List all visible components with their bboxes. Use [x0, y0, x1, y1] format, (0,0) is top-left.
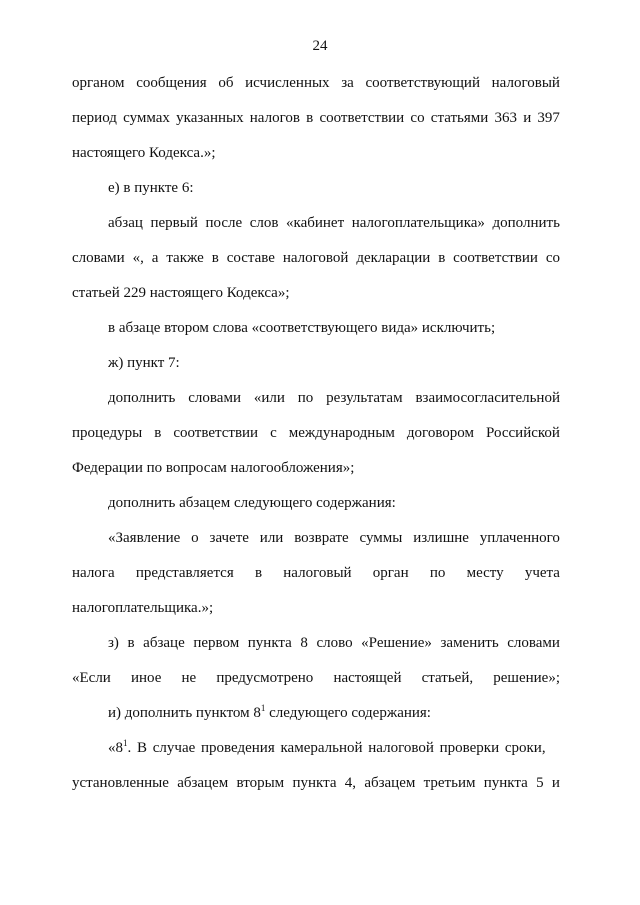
word: настоящей: [333, 670, 402, 686]
text-line: настоящего Кодекса.»;: [72, 145, 216, 161]
word: также: [166, 250, 204, 266]
word: суммах: [123, 110, 170, 126]
word: с: [270, 425, 277, 441]
word: международным: [288, 425, 395, 441]
word: соответствии: [453, 250, 538, 266]
text-line: [72, 248, 560, 268]
word: «Заявление: [108, 530, 181, 546]
text-run: . В случае проведения камеральной налоговой проверки сроки,: [127, 740, 546, 756]
word: договором: [406, 425, 475, 441]
word: абзацем: [177, 775, 229, 791]
word: первом: [193, 635, 240, 651]
word: возврате: [294, 530, 349, 546]
text-line: [72, 773, 560, 793]
text-line: [72, 73, 560, 93]
word: в: [254, 565, 263, 581]
word: дополнить: [492, 215, 560, 231]
text-line: [72, 668, 560, 688]
text-run: следующего содержания:: [269, 705, 431, 721]
page-number: 24: [312, 38, 328, 54]
word: соответствии: [319, 110, 405, 126]
superscript: 1: [123, 738, 128, 748]
word: «Если: [72, 670, 111, 686]
text-line: [108, 738, 560, 758]
word: период: [72, 110, 117, 126]
word: или: [259, 530, 284, 546]
word: заменить: [440, 635, 499, 651]
word: налога: [72, 565, 115, 581]
word: налоговой: [282, 250, 349, 266]
word: по: [297, 390, 314, 406]
word: в: [211, 250, 219, 266]
text-line: е) в пункте 6:: [108, 180, 194, 196]
word: в: [154, 425, 162, 441]
text-line: налогоплательщика.»;: [72, 600, 214, 616]
word: декларации: [356, 250, 431, 266]
word: 397: [537, 110, 560, 126]
word: уплаченного: [479, 530, 560, 546]
word: третьим: [423, 775, 476, 791]
word: з): [108, 635, 119, 651]
text-line: [108, 213, 560, 233]
word: статьями: [430, 110, 489, 126]
word: словами: [507, 635, 560, 651]
word: суммы: [359, 530, 403, 546]
word: решение»;: [493, 670, 560, 686]
word: взаимосогласительной: [415, 390, 560, 406]
word: составе: [226, 250, 275, 266]
superscript: 1: [260, 703, 266, 713]
word: иное: [130, 670, 162, 686]
word: сообщения: [136, 75, 207, 91]
word: со: [545, 250, 560, 266]
word: со: [410, 110, 425, 126]
word: предусмотрено: [216, 670, 314, 686]
word: налогов: [249, 110, 300, 126]
word: пункта: [483, 775, 528, 791]
word: в: [127, 635, 135, 651]
word: 363: [494, 110, 517, 126]
text-line: ж) пункт 7:: [108, 355, 180, 371]
word: слово: [316, 635, 353, 651]
word: зачете: [209, 530, 249, 546]
word: 8: [300, 635, 308, 651]
word: вторым: [236, 775, 285, 791]
word: слов: [249, 215, 279, 231]
word: налогоплательщика»: [351, 215, 485, 231]
word: «кабинет: [286, 215, 345, 231]
word: о: [191, 530, 199, 546]
word: дополнить: [108, 390, 176, 406]
word: а: [151, 250, 159, 266]
word: в: [306, 110, 314, 126]
word: пункта: [292, 775, 337, 791]
text-line: статьей 229 настоящего Кодекса»;: [72, 285, 290, 301]
word: месту: [466, 565, 504, 581]
word: по: [429, 565, 446, 581]
word: излишне: [413, 530, 469, 546]
word: словами: [188, 390, 241, 406]
word: 5: [536, 775, 544, 791]
text-line: дополнить абзацем следующего содержания:: [108, 495, 396, 511]
text-line: [72, 423, 560, 443]
word: результатам: [326, 390, 403, 406]
word: абзаце: [143, 635, 185, 651]
word: процедуры: [72, 425, 143, 441]
word: налоговый: [491, 75, 560, 91]
word: исчисленных: [245, 75, 330, 91]
word: об: [218, 75, 234, 91]
word: органом: [72, 75, 125, 91]
word: представляется: [135, 565, 234, 581]
word: статьей,: [421, 670, 474, 686]
word: указанных: [176, 110, 244, 126]
text-line: [72, 563, 560, 583]
word: в: [438, 250, 446, 266]
word: «Решение»: [361, 635, 432, 651]
text-line: [72, 108, 560, 128]
word: установленные: [72, 775, 169, 791]
text-line: [108, 528, 560, 548]
word: соответствующий: [365, 75, 480, 91]
text-run: и) дополнить пунктом 8: [108, 705, 261, 721]
word: абзацем: [364, 775, 416, 791]
word: после: [205, 215, 243, 231]
word: словами: [72, 250, 125, 266]
text-line: [108, 388, 560, 408]
word: соответствии: [173, 425, 259, 441]
word: «или: [253, 390, 285, 406]
word: «,: [132, 250, 144, 266]
word: и: [523, 110, 532, 126]
word: учета: [524, 565, 560, 581]
word: пункта: [247, 635, 292, 651]
word: за: [341, 75, 354, 91]
word: 4,: [344, 775, 357, 791]
text-line: [108, 633, 560, 653]
word: налоговый: [283, 565, 352, 581]
word: первый: [150, 215, 198, 231]
word: и: [551, 775, 560, 791]
text-line: в абзаце втором слова «соответствующего вида» исключить;: [108, 320, 496, 336]
word: орган: [372, 565, 409, 581]
word: не: [181, 670, 197, 686]
text-line: Федерации по вопросам налогообложения»;: [72, 460, 355, 476]
word: абзац: [108, 215, 143, 231]
word: Российской: [486, 425, 560, 441]
text-line: [108, 703, 560, 723]
text-run: «8: [108, 740, 123, 756]
